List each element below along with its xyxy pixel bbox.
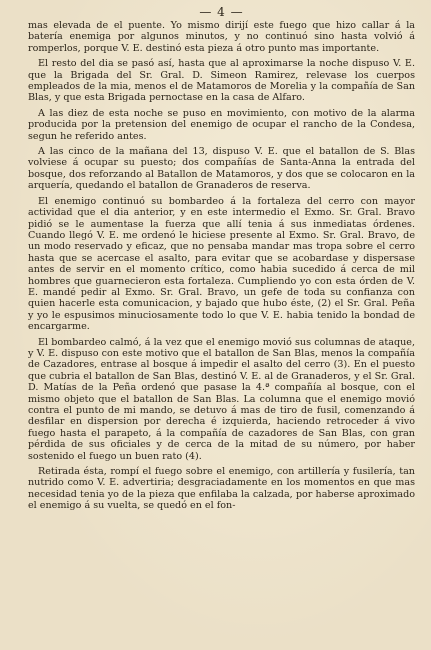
page-number: — 4 — [199,5,244,19]
paragraph-6: El bombardeo calmó, á la vez que el enemigo movió sus columnas de ataque, y V. E. dispuso con este motivo que el batallon de San Blas, menos la compañía de Cazadores, entrase al bosque á impedir el asalto del cerro (3). En el puesto que cubria el batallon de San Blas, destinó V. E. al de Granaderos, y el Sr. Gral. D. Matías de la Peña ordenó que pasase la 4.ª compañía al bosque, con el mismo objeto que el batallon de San Blas. La columna que el enemigo movió contra el punto de mi mando, se detuvo á mas de tiro de fusil, comenzando á desfilar en dispersion por derecha é izquierda, haciendo retroceder á vivo fuego hasta el parapeto, á la compañía de cazadores de San Blas, con gran pérdida de sus oficiales y de cerca de la mitad de su número, por haber sostenido el fuego un buen rato (4). [28,336,415,462]
paragraph-3: A las diez de esta noche se puso en movimiento, con motivo de la alarma producida por la pretension del enemigo de ocupar el rancho de la Condesa, segun he referido antes. [28,107,415,142]
paragraph-2: El resto del dia se pasó así, hasta que al aproximarse la noche dispuso V. E. que la Brigada del Sr. Gral. D. Simeon Ramirez, relevase los cuerpos empleados de la mia, menos el de Matamoros de Morelia y la compañía de San Blas, y que esta Brigada pernoctase en la casa de Alfaro. [28,58,415,104]
paragraph-1: mas elevada de el puente. Yo mismo dirijí este fuego que hizo callar á la batería enemiga por algunos minutos, y no continuó sino hasta volvió á romperlos, porque V. E. destinó esta pieza á otro punto mas importante. [28,20,415,54]
document-body [28,20,415,512]
paragraph-4: A las cinco de la mañana del 13, dispuso V. E. que el batallon de S. Blas volviese á ocupar su puesto; dos compañías de Santa-Anna la entrada del bosque, dos reforzando al Batallon de Matamoros, y dos que se colocaron en la arquería, quedando el batallon de Granaderos de reserva. [28,146,415,192]
paragraph-7: Retirada ésta, rompí el fuego sobre el enemigo, con artillería y fusilería, tan nutrido como V. E. advertiria; desgraciadamente en los momentos en que mas necesidad tenia yo de la pieza que enfilaba la calzada, por haberse aproximado el enemigo á su vuelta, se quedó en el fon- [28,466,415,512]
paragraph-5: El enemigo continuó su bombardeo á la fortaleza del cerro con mayor actividad que el dia anterior, y en este intermedio el Exmo. Sr. Gral. Bravo pidió se le aumentase la fuerza que allí tenia á sus inmediatas órdenes. Cuando llegó V. E. me ordenó le hiciese presente al Exmo. Sr. Gral. Bravo, de un modo reservado y eficaz, que no pensaba mandar mas tropa sobre el cerro hasta que se acercase el asalto, para evitar que se acobardase y dispersase antes de servir en el momento crítico, como habia sucedido á cerca de mil hombres que guarnecieron esta fortaleza. Cumpliendo yo con esta órden de V. E. mandé pedir al Exmo. Sr. Gral. Bravo, un gefe de toda su confianza con quien hacerle esta comunicacion, y bajado que hubo éste, (2) el Sr. Gral. Peña y yo le espusimos minuciosamente todo lo que V. E. habia tenido la bondad de encargarme. [28,195,415,333]
